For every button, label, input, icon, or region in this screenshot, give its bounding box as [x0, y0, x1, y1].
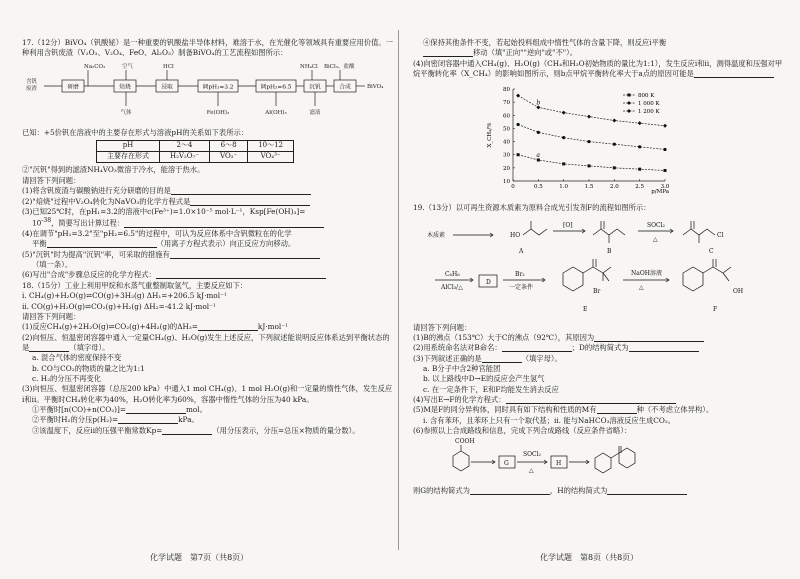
scheme-reagent-alcl3: AlCl₃/△ [441, 284, 463, 292]
q18-3-1 [22, 405, 394, 415]
flow-step-ph1: 调pH₁=3.2 [202, 84, 234, 91]
data-point [663, 148, 666, 151]
flow-product: BiVO₄ [367, 83, 384, 90]
q18-4-text: ④保持其他条件不变，若起始投料组成中惰性气体的含量下降，则反应ⅰ平衡 [423, 38, 667, 47]
q19-2-text: (2)用系统命名法对B命名： [413, 343, 502, 353]
data-point [613, 143, 616, 146]
q18-3-1-unit: mol。 [185, 405, 207, 415]
flow-out-feoh3: Fe(OH)₃ [206, 109, 230, 116]
legend-marker [628, 94, 631, 97]
q17-4-text: (4)在调节"pH₁=3.2"至"pH₂=6.5"的过程中，可认为反应体系中含钒微粒在的化学 [22, 229, 292, 239]
q17-4-cont [22, 239, 394, 249]
footer-left: 化学试题 第7页（共8页） [150, 553, 249, 562]
ph-cell: 10～12 [248, 141, 294, 152]
flow-input-nh4cl: NH₄Cl [300, 63, 318, 70]
answer-blank[interactable] [629, 343, 699, 352]
q18-intro: 18.（15分）工业上利用甲烷和水蒸气重整制取氢气，主要反应如下： [22, 280, 248, 290]
flow-out-aloh3: Al(OH)₃ [265, 109, 287, 116]
x-tick-label: 0.5 [533, 184, 543, 191]
q18-5-text: (4)向密闭容器中通入CH₄(g)、H₂O(g)（CH₄和H₂O初始物质的量比为1:1），发生反应ⅰ和ⅱ，测得温度和压强对甲烷平衡转化率（X_CH₄）的影响如图所示，则b点甲烷平衡转化率大于a点的原因可能是 [413, 58, 783, 79]
data-point [664, 169, 667, 172]
scheme2-h: H [556, 460, 562, 468]
flow-step-grind: 研磨 [67, 84, 79, 91]
known-condition: 已知：+5价钒在溶液中的主要存在形式与溶液pH的关系如下表所示： [22, 128, 249, 138]
answer-blank[interactable] [124, 219, 324, 228]
scheme-oh: OH [733, 288, 744, 296]
answer-blank[interactable] [47, 239, 157, 248]
scheme-label-e: E [583, 306, 588, 314]
flow-step-roast: 焙烧 [119, 84, 131, 91]
ph-cell: 6～8 [210, 141, 248, 152]
q18-2-opt-c: c. H₂的分压不再变化 [32, 374, 102, 384]
scheme-label-d: D [486, 279, 491, 287]
q19-3 [413, 354, 785, 364]
answer-blank[interactable] [190, 197, 310, 206]
y-tick-label: 50 [503, 126, 510, 133]
species-cell: VO₄³⁻ [248, 152, 294, 163]
q19-2 [413, 343, 785, 353]
data-point [588, 165, 591, 168]
answer-blank[interactable] [198, 322, 258, 331]
answer-blank[interactable] [470, 486, 550, 495]
answer-blank[interactable] [170, 250, 320, 259]
q17-4-text2: 平衡 [32, 239, 47, 249]
q18-3-3 [22, 426, 394, 436]
legend-marker [628, 102, 631, 105]
data-point [638, 168, 641, 171]
q18-1 [22, 322, 394, 332]
x-tick-label: 1.5 [584, 184, 594, 191]
reaction-ii: ⅱ. CO(g)+H₂O(g)⇌CO₂(g)+H₂(g) ΔH₂=-41.2 kJ·mol⁻¹ [22, 301, 216, 311]
answer-blank[interactable] [694, 69, 774, 78]
q19-6-text: 则G的结构简式为 [413, 485, 470, 495]
q19-6-text2: ，H的结构简式为 [549, 485, 608, 495]
ph-table [96, 140, 294, 163]
data-point [638, 146, 641, 149]
q17-1 [22, 186, 394, 196]
answer-prompt: 请回答下列问题： [22, 175, 81, 185]
y-tick-label: 70 [503, 100, 510, 107]
scheme-label-c: C [709, 248, 714, 256]
legend-label: 800 K [638, 93, 655, 100]
left-column [22, 38, 394, 436]
flow-step-precip: 沉钒 [309, 84, 321, 91]
q18-4-text2: 移动（填"正向""逆向"或"不"）。 [473, 48, 578, 58]
right-column [413, 38, 785, 496]
answer-blank[interactable] [156, 270, 326, 279]
q19-3-opt-a: a. B分子中含2种官能团 [423, 363, 501, 373]
x-tick-label: 1.0 [559, 184, 569, 191]
q17-5-text2: （填一条）。 [32, 260, 73, 270]
synthesis-scheme-2 [413, 436, 785, 482]
scheme2-delta: △ [529, 467, 534, 475]
scheme-reagent-br2: Br₂ [515, 271, 525, 279]
q18-5 [413, 59, 785, 80]
chart-legend [623, 93, 660, 115]
data-point [537, 131, 540, 134]
flow-step-ph2: 调pH₂=6.5 [260, 84, 292, 91]
conversion-chart [485, 81, 695, 199]
answer-blank[interactable] [29, 343, 69, 352]
data-point [613, 167, 616, 170]
data-point [562, 111, 566, 115]
q18-3-3-unit: （用分压表示，分压=总压×物质的量分数）。 [212, 425, 360, 435]
q19-6: (6)参照以上合成路线和信息，完成下列合成路线（反应条件省略）： [413, 426, 632, 436]
column-divider [398, 30, 399, 550]
data-point [612, 119, 616, 123]
series-line [518, 155, 665, 171]
flow-input-bicl3: BiCl₃、盐酸 [324, 63, 355, 70]
q18-1-text: (1)反应CH₄(g)+2H₂O(g)⇌CO₂(g)+4H₂(g)的ΔH₃= [22, 322, 198, 332]
q17-5-text: (5)"沉钒"时为提高"沉钒"率，可采取的措施有 [22, 249, 170, 259]
scheme-reagent-delta: △ [653, 236, 658, 244]
q19-5-text2: 种（不考虑立体异构）。 [636, 405, 714, 415]
q19-4-text: (4)写出E→F的化学方程式： [413, 395, 506, 405]
scheme-reagent-socl2: SOCl₂ [647, 222, 665, 230]
scheme-label-b: B [607, 248, 612, 256]
answer-blank[interactable] [171, 186, 311, 195]
q18-4-cont [413, 48, 785, 58]
q19-2-text2: ；D的结构简式为 [571, 343, 629, 353]
flow-input-hcl: HCl [163, 63, 174, 70]
q18-3: (3)向恒压、恒温密闭容器（总压200 kPa）中通入1 mol CH₄(g)、1 mol H₂O(g)和一定量的惰性气体，发生反应ⅰ和ⅱ。平衡时CH₄转化率为40%，H₂O转化率为60%，容器中惰性气体的分压为40 kPa。 [22, 384, 393, 404]
scheme-start: 木质素 [427, 232, 446, 240]
q18-3-2-text: ②平衡时H₂的分压p(H₂)= [32, 415, 119, 425]
q17-3-text2: ，简要写出计算过程： [51, 218, 125, 228]
point-label: a [536, 152, 540, 160]
q19-1-text: (1)B的沸点（153℃）大于C的沸点（92℃），其原因为 [413, 332, 595, 342]
flow-step-synth: 合成 [339, 84, 351, 91]
q19-4 [413, 395, 785, 405]
q19-6-answer [413, 486, 785, 496]
q18-3-1-text: ①平衡时[n(CO)+n(CO₂)]= [32, 405, 126, 415]
scheme-reagent-o: [O] [563, 222, 573, 230]
q18-2-text2: （填字母）。 [69, 342, 110, 352]
scheme-cl: Cl [717, 232, 724, 240]
q17-3 [22, 207, 394, 217]
answer-blank[interactable] [594, 333, 704, 342]
data-point [516, 123, 519, 126]
scheme2-cooh: COOH [455, 438, 475, 446]
q19-3-opt-b: b. 以上路线中D→E的反应会产生氢气 [423, 374, 545, 384]
flow-out-filtrate: 滤液 [309, 109, 321, 116]
process-flow-diagram [22, 62, 394, 122]
q18-2-opt-b: b. CO与CO₂的物质的量之比为1:1 [32, 363, 145, 373]
q18-2 [22, 333, 394, 354]
species-row-label: 主要存在形式 [97, 152, 160, 163]
answer-blank[interactable] [502, 343, 572, 352]
y-tick-label: 60 [503, 113, 510, 120]
scheme-reagent-c6h6: C₆H₆ [445, 271, 460, 279]
answer-blank[interactable] [118, 415, 178, 424]
reaction-i: ⅰ. CH₄(g)+H₂O(g)⇌CO(g)+3H₂(g) ΔH₁=+206.5 kJ·mol⁻¹ [22, 291, 227, 301]
q18-3-2 [22, 415, 394, 425]
q17-1-text: (1)将含钒废渣与碳酸钠进行充分研磨的目的是 [22, 186, 171, 196]
synthesis-scheme [413, 215, 785, 317]
q18-4 [413, 38, 785, 48]
answer-blank[interactable] [506, 395, 676, 404]
legend-label: 1 000 K [638, 101, 660, 108]
answer-blank[interactable] [423, 48, 473, 57]
data-point [587, 115, 591, 119]
scheme2-socl2: SOCl₂ [523, 451, 541, 459]
footer-right: 化学试题 第8页（共8页） [540, 553, 639, 562]
species-cell: H₂V₂O₇⁻ [160, 152, 210, 163]
data-point [562, 136, 565, 139]
answer-blank[interactable] [162, 426, 212, 435]
q18-1-unit: kJ·mol⁻¹ [257, 322, 288, 332]
ph-cell: 2～4 [160, 141, 210, 152]
data-point [517, 154, 520, 157]
q17-intro: 17.（12分）BiVO₄（钒酸铋）是一种重要的钒酸盐半导体材料，难溶于水，在光催化等领域具有重要应用价值。一种利用含钒废渣（V₂O₃、V₂O₄、FeO、Al₂O₃）制备BiVO₄的工艺流程如图所示： [22, 38, 393, 58]
answer-blank[interactable] [597, 405, 637, 414]
scheme-label-f: F [713, 306, 718, 314]
q17-5-cont [22, 260, 394, 270]
q17-2-text: (2)"焙烧"过程中V₂O₄转化为NaVO₃的化学方程式是 [22, 196, 191, 206]
data-point [638, 122, 642, 126]
q17-5 [22, 250, 394, 260]
q18-2-opt-a: a. 混合气体的密度保持不变 [32, 353, 122, 363]
flow-input-na2co3: Na₂CO₃ [84, 63, 106, 70]
q19-5-text: (5)M是F的同分异构体，同时具有如下结构和性质的M有 [413, 405, 597, 415]
flow-out-gas: 气体 [120, 109, 132, 116]
series-line [518, 125, 665, 150]
q17-4 [22, 229, 394, 239]
answer-blank[interactable] [126, 405, 186, 414]
note-2: ②"沉钒"得到的滤渣NH₄VO₃微溶于冷水，能溶于热水。 [22, 165, 205, 175]
answer-prompt-r: 请回答下列问题： [413, 322, 472, 332]
y-tick-label: 30 [503, 153, 510, 160]
answer-prompt-2: 请回答下列问题： [22, 311, 81, 321]
q19-3-text2: （填字母）。 [521, 353, 562, 363]
data-point [663, 124, 667, 128]
x-tick-label: 2.5 [635, 184, 645, 191]
point-label: b [536, 99, 541, 107]
x-axis-label: p/MPa [651, 189, 669, 196]
q18-3-3-text: ③该温度下，反应ⅱ的压强平衡常数Kp= [32, 425, 163, 435]
answer-blank[interactable] [482, 354, 522, 363]
scheme-ho: HO [510, 232, 521, 240]
flow-raw-2: 废渣 [26, 85, 38, 92]
q19-1 [413, 333, 785, 343]
answer-blank[interactable] [607, 486, 687, 495]
ph-row-label: pH [97, 141, 160, 152]
scheme-reagent-delta2: △ [639, 284, 644, 292]
q18-2-text: (2)向恒压、恒温密闭容器中通入一定量CH₄(g)、H₂O(g)发生上述反应，下列叙述能说明反应体系达到平衡状态的是 [22, 332, 390, 352]
q19-5-cond: ⅰ. 含有苯环，且苯环上只有一个取代基；ⅱ. 能与NaHCO₃溶液反应生成CO₂。 [423, 415, 676, 425]
scheme2-g: G [504, 460, 509, 468]
q19-5 [413, 405, 785, 415]
legend-label: 1 200 K [638, 109, 660, 116]
scheme-br: Br [593, 288, 601, 296]
q19-3-text: (3)下列叙述正确的是 [413, 353, 482, 363]
x-tick-label: 2.0 [609, 184, 619, 191]
flow-step-leach: 浸取 [161, 84, 173, 91]
x-tick-label: 0 [511, 184, 515, 191]
flow-raw-1: 含钒 [26, 78, 38, 85]
species-cell: VO₃⁻ [210, 152, 248, 163]
q17-6-text: (6)写出"合成"步骤总反应的化学方程式： [22, 270, 156, 280]
flow-input-air: 空气 [122, 63, 134, 70]
y-tick-label: 40 [503, 140, 510, 147]
x-tick-label: 3.0 [660, 184, 670, 191]
scheme-label-a: A [519, 248, 524, 256]
data-point [562, 163, 565, 166]
q17-4-text3: （用离子方程式表示）向正反应方向移动。 [156, 239, 296, 249]
q17-3-cont: $10^{-38}$，简要写出计算过程： [22, 217, 394, 229]
y-tick-label: 10 [503, 179, 510, 186]
y-tick-label: 80 [503, 87, 510, 94]
q19-intro: 19.（13分）以可再生资源木质素为原料合成光引发剂F的流程如图所示： [413, 202, 651, 212]
q17-3-power: 10 [32, 218, 42, 228]
scheme-reagent-cond: 一定条件 [509, 284, 534, 292]
q17-6 [22, 270, 394, 280]
q18-3-2-unit: kPa。 [178, 415, 199, 425]
data-point [516, 94, 520, 98]
data-point [587, 140, 590, 143]
y-axis-label: X_CH₄/% [487, 122, 493, 148]
legend-marker [627, 109, 631, 113]
q17-2 [22, 197, 394, 207]
q17-3-text: (3)已知25℃时，在pH₁=3.2的溶液中c(Fe³⁺)=1.0×10⁻⁵ mol·L⁻¹，Ksp[Fe(OH)₃]= [22, 206, 306, 216]
q19-3-opt-c: c. 在一定条件下，E和F均能发生消去反应 [423, 384, 559, 394]
scheme-reagent-naoh: NaOH溶液 [631, 270, 662, 278]
y-tick-label: 20 [503, 166, 510, 173]
